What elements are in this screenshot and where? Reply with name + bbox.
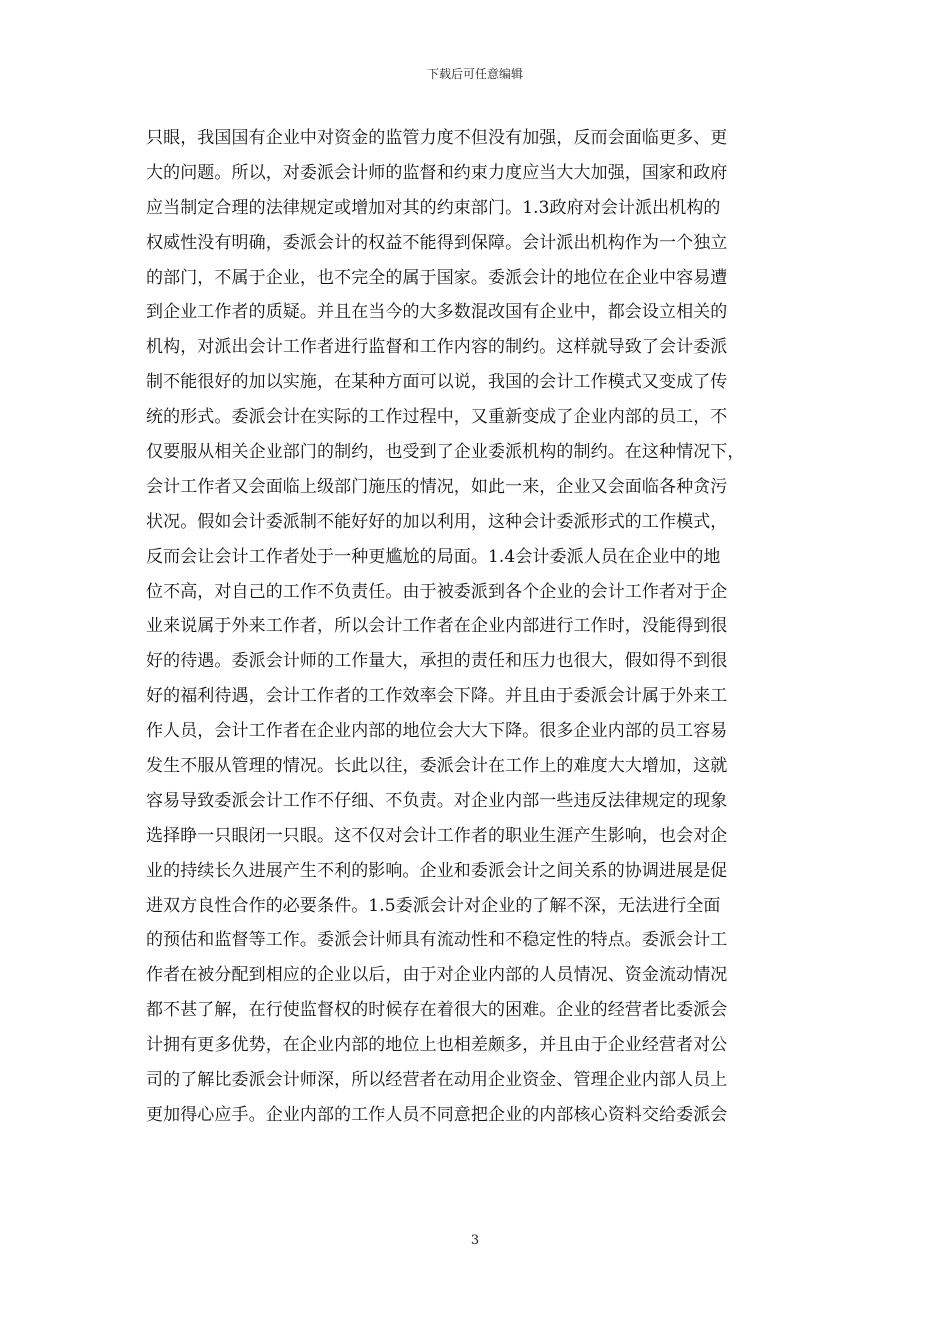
text-line: 应当制定合理的法律规定或增加对其的约束部门。1.3政府对会计派出机构的	[146, 197, 721, 218]
text-line: 到企业工作者的质疑。并且在当今的大多数混改国有企业中，都会设立相关的	[146, 302, 728, 323]
text-line: 会计工作者又会面临上级部门施压的情况，如此一来，企业又会面临各种贪污	[146, 476, 728, 497]
text-line: 都不甚了解，在行使监督权的时候存在着很大的困难。企业的经营者比委派会	[146, 1000, 728, 1021]
text-line: 的预估和监督等工作。委派会计师具有流动性和不稳定性的特点。委派会计工	[146, 930, 728, 951]
page-header	[0, 66, 950, 82]
text-line: 更加得心应手。企业内部的工作人员不同意把企业的内部核心资料交给委派会	[146, 1104, 728, 1125]
header-text: 下载后可任意编辑	[426, 67, 523, 81]
body-text	[146, 121, 818, 1133]
text-line: 选择睁一只眼闭一只眼。这不仅对会计工作者的职业生涯产生影响，也会对企	[146, 825, 728, 846]
text-line: 计拥有更多优势，在企业内部的地位上也相差颇多，并且由于企业经营者对公	[146, 1035, 728, 1056]
text-line: 大的问题。所以，对委派会计师的监督和约束力度应当大大加强，国家和政府	[146, 162, 728, 183]
text-line: 作人员，会计工作者在企业内部的地位会大大下降。很多企业内部的员工容易	[146, 721, 728, 742]
text-line: 位不高，对自己的工作不负责任。由于被委派到各个企业的会计工作者对于企	[146, 581, 728, 602]
text-line: 只眼，我国国有企业中对资金的监管力度不但没有加强，反而会面临更多、更	[146, 128, 728, 148]
text-line: 业的持续长久进展产生不利的影响。企业和委派会计之间关系的协调进展是促	[146, 860, 728, 881]
text-line: 进双方良性合作的必要条件。1.5委派会计对企业的了解不深，无法进行全面	[146, 895, 721, 916]
text-line: 的部门，不属于企业，也不完全的属于国家。委派会计的地位在企业中容易遭	[146, 267, 728, 288]
text-line: 好的福利待遇，会计工作者的工作效率会下降。并且由于委派会计属于外来工	[146, 686, 728, 707]
text-line: 状况。假如会计委派制不能好好的加以利用，这种会计委派形式的工作模式，	[146, 511, 728, 532]
text-line: 好的待遇。委派会计师的工作量大，承担的责任和压力也很大，假如得不到很	[146, 651, 728, 672]
text-line: 作者在被分配到相应的企业以后，由于对企业内部的人员情况、资金流动情况	[146, 965, 728, 986]
text-line: 容易导致委派会计工作不仔细、不负责。对企业内部一些违反法律规定的现象	[146, 790, 728, 811]
text-line: 统的形式。委派会计在实际的工作过程中，又重新变成了企业内部的员工，不	[146, 407, 728, 428]
page-footer	[0, 1233, 950, 1249]
page-number: 3	[470, 1233, 480, 1248]
text-line: 制不能很好的加以实施，在某种方面可以说，我国的会计工作模式又变成了传	[146, 372, 728, 393]
text-line: 发生不服从管理的情况。长此以往，委派会计在工作上的难度大大增加，这就	[146, 756, 728, 777]
text-line: 业来说属于外来工作者，所以会计工作者在企业内部进行工作时，没能得到很	[146, 616, 728, 637]
text-line: 仅要服从相关企业部门的制约，也受到了企业委派机构的制约。在这种情况下，	[146, 442, 745, 463]
text-line: 反而会让会计工作者处于一种更尴尬的局面。1.4会计委派人员在企业中的地	[146, 546, 721, 567]
text-line: 机构，对派出会计工作者进行监督和工作内容的制约。这样就导致了会计委派	[146, 337, 728, 358]
text-line: 司的了解比委派会计师深，所以经营者在动用企业资金、管理企业内部人员上	[146, 1070, 728, 1091]
text-line: 权威性没有明确，委派会计的权益不能得到保障。会计派出机构作为一个独立	[146, 232, 728, 253]
